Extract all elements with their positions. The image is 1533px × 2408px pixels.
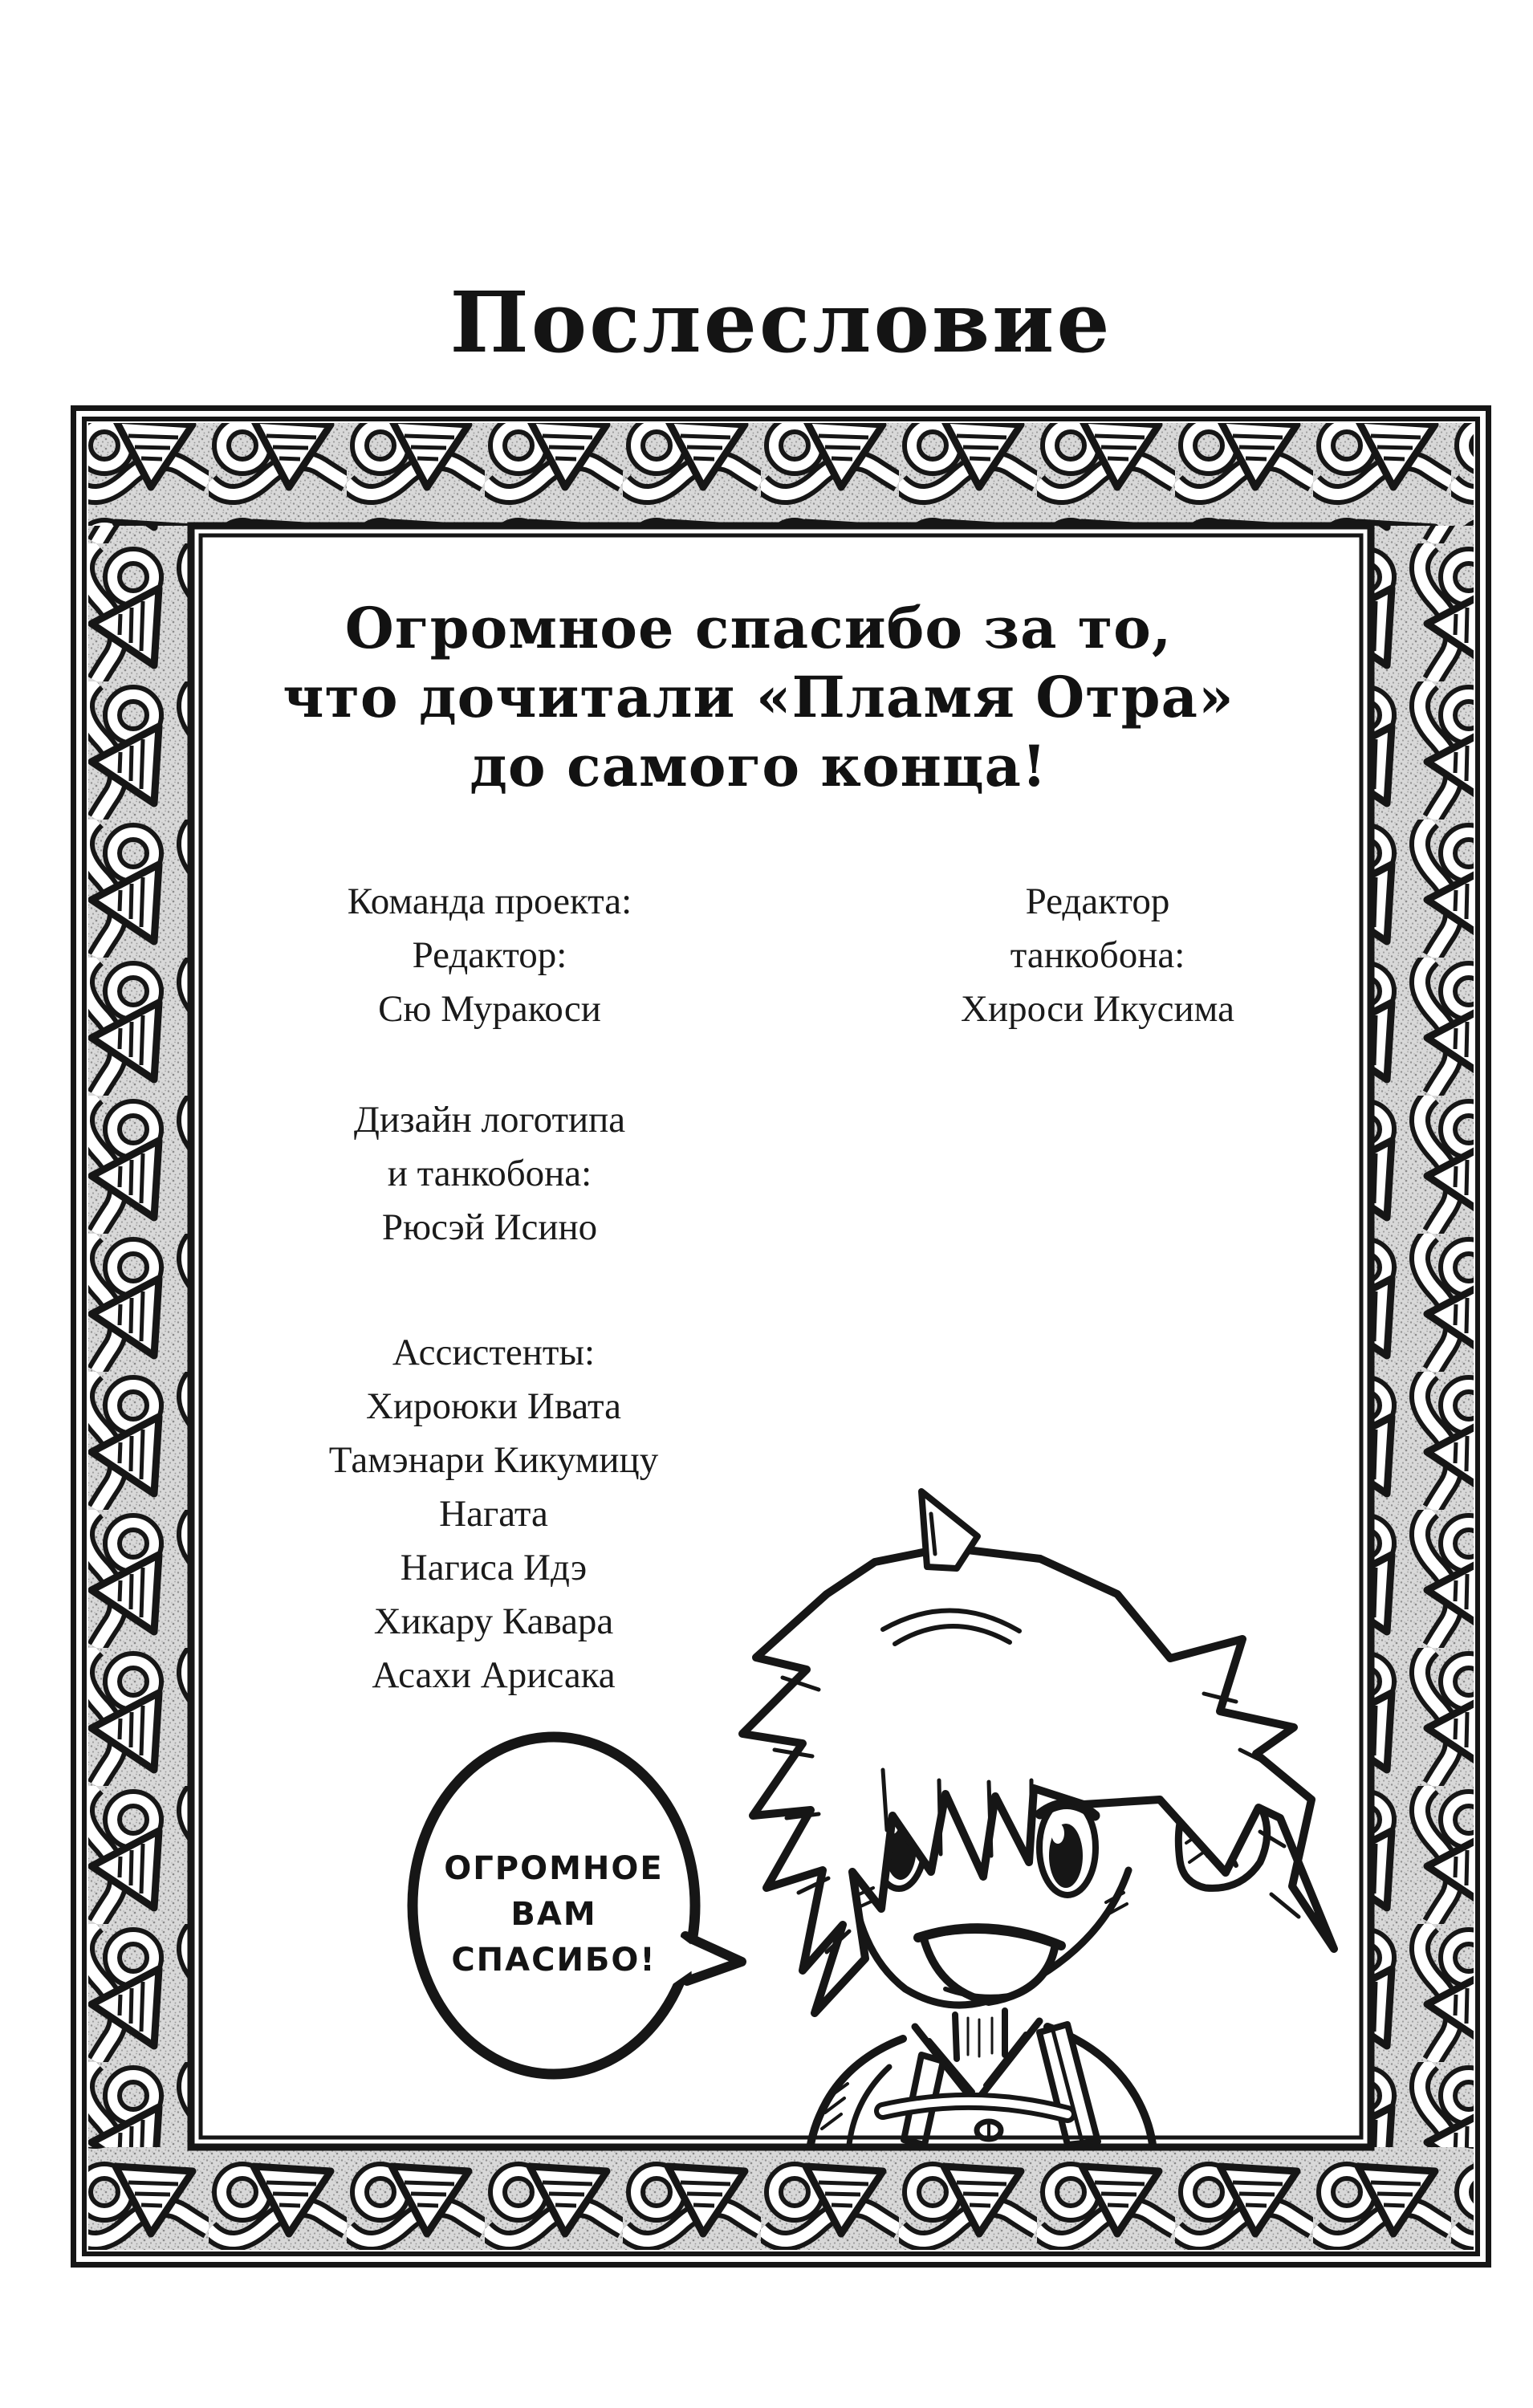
credits-tankobon-line-2: танкобона: [1010, 934, 1185, 976]
frame-inner-thin-line [201, 535, 1361, 2138]
bubble-line-3: СПАСИБО! [451, 1942, 657, 1979]
credits-team-line-2: Редактор: [412, 934, 567, 976]
thanks-line-3: до самого конца! [470, 733, 1047, 799]
frame-inner-thick-line [191, 526, 1371, 2147]
assistant-name: Хироюки Ивата [365, 1385, 622, 1427]
assistant-name: Нагиса Идэ [400, 1547, 588, 1588]
assistants-header: Ассистенты: [392, 1332, 596, 1373]
thanks-line-1: Огромное спасибо за то, [344, 595, 1173, 661]
assistant-name: Хикару Кавара [373, 1601, 614, 1642]
frame-outer-line [74, 409, 1489, 2265]
credits-logo-line-2: и танкобона: [387, 1153, 592, 1194]
credits-tankobon-line-3: Хироси Икусима [961, 988, 1234, 1030]
decorative-celtic-frame [71, 405, 1491, 2268]
assistant-name: Асахи Арисака [372, 1654, 616, 1696]
frame-stipple-band [88, 423, 1474, 2250]
credits-logo-line-3: Рюсэй Исино [381, 1206, 598, 1248]
credits-team-line-3: Сю Муракоси [378, 988, 601, 1030]
bubble-line-2: ВАМ [510, 1896, 597, 1933]
frame-second-line [84, 419, 1478, 2254]
thanks-line-2: что дочитали «Пламя Отра» [283, 664, 1234, 730]
credits-logo-line-1: Дизайн логотипа [353, 1099, 626, 1141]
credits-team-line-1: Команда проекта: [347, 881, 632, 922]
page-title: Послесловие [449, 273, 1112, 372]
celtic-knot-band [88, 423, 1474, 2250]
bubble-line-1: ОГРОМНОЕ [444, 1850, 664, 1887]
assistant-name: Тамэнари Кикумицу [328, 1439, 659, 1481]
credits-tankobon-line-1: Редактор [1025, 881, 1170, 922]
assistant-name: Нагата [439, 1493, 548, 1535]
